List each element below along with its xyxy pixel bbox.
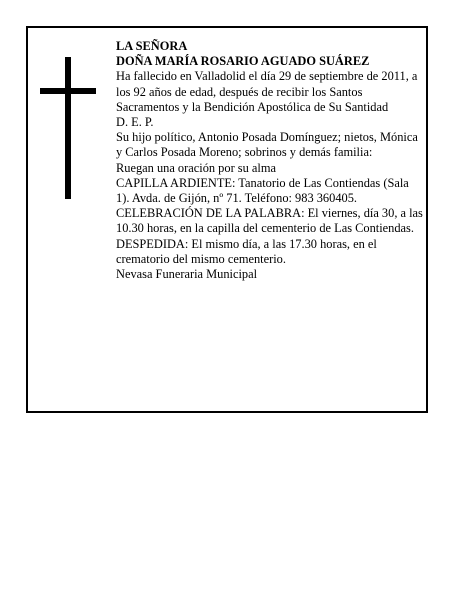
cross-vertical-bar bbox=[65, 57, 71, 199]
passing-text: Ha fallecido en Valladolid el día 29 de septiembre de 2011, a los 92 años de edad, después de recibir los Santos Sacramentos y la Bendición Apostólica de Su Santidad bbox=[116, 69, 418, 114]
family-text: Su hijo político, Antonio Posada Domínguez; nietos, Mónica y Carlos Posada Moreno; sobrinos y demás familia: bbox=[116, 130, 418, 160]
cross-horizontal-bar bbox=[40, 88, 96, 94]
notice-text bbox=[116, 39, 424, 282]
prayer-request: Ruegan una oración por su alma bbox=[116, 160, 276, 175]
deceased-name: DOÑA MARÍA ROSARIO AGUADO SUÁREZ bbox=[116, 54, 370, 69]
notice-heading: LA SEÑORA bbox=[116, 39, 188, 53]
celebration-info: CELEBRACIÓN DE LA PALABRA: El viernes, día 30, a las 10.30 horas, en la capilla del cementerio de Las Contiendas. bbox=[116, 206, 423, 236]
dep-text: D. E. P. bbox=[116, 115, 154, 130]
funeral-home: Nevasa Funeraria Municipal bbox=[116, 267, 258, 282]
chapel-info: CAPILLA ARDIENTE: Tanatorio de Las Contiendas (Sala 1). Avda. de Gijón, nº 71. Teléfono: 983 360405. bbox=[116, 175, 409, 206]
obituary-notice bbox=[26, 26, 428, 413]
farewell-info: DESPEDIDA: El mismo día, a las 17.30 horas, en el crematorio del mismo cementerio. bbox=[116, 236, 377, 266]
